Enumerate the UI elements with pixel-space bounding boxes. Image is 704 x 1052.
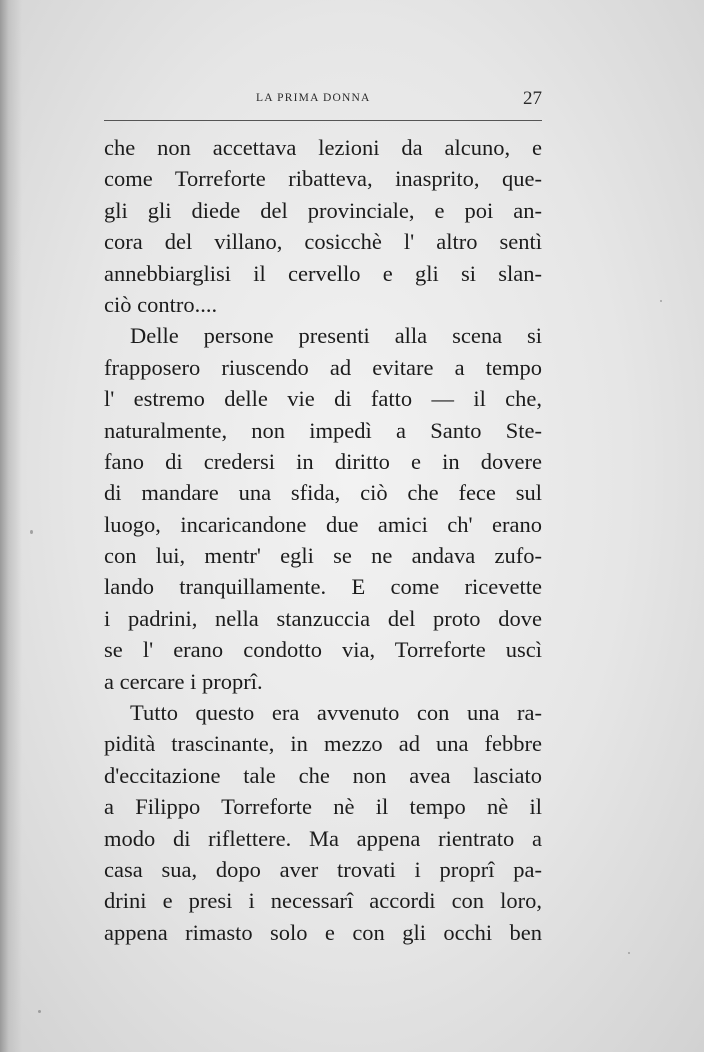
text-line: lando tranquillamente. E come ricevette <box>104 574 542 600</box>
header-rule <box>104 120 542 121</box>
text-line: Delle persone presenti alla scena si <box>130 323 542 349</box>
text-line: d'eccitazione tale che non avea lasciato <box>104 762 542 788</box>
text-line: cora del villano, cosicchè l' altro sentì <box>104 229 542 255</box>
text-line: drini e presi i necessarî accordi con loro, <box>104 888 542 914</box>
text-line: con lui, mentr' egli se ne andava zufo- <box>104 543 542 569</box>
text-line: ciò contro.... <box>104 291 218 317</box>
text-line: pidità trascinante, in mezzo ad una febbre <box>104 731 542 757</box>
body-text <box>104 132 542 948</box>
text-line: naturalmente, non impedì a Santo Ste- <box>104 417 542 443</box>
text-line: gli gli diede del provinciale, e poi an- <box>104 197 542 223</box>
text-line: a cercare i proprî. <box>104 668 263 694</box>
text-line: come Torreforte ribatteva, inasprito, que- <box>104 166 542 192</box>
page-number: 27 <box>523 88 542 109</box>
paper-speck <box>38 1010 41 1013</box>
text-line: a Filippo Torreforte nè il tempo nè il <box>104 794 542 820</box>
text-line: frapposero riuscendo ad evitare a tempo <box>104 354 542 380</box>
text-line: appena rimasto solo e con gli occhi ben <box>104 919 542 945</box>
text-line: che non accettava lezioni da alcuno, e <box>104 135 542 160</box>
text-line: fano di credersi in diritto e in dovere <box>104 448 542 474</box>
text-line: l' estremo delle vie di fatto — il che, <box>104 386 542 412</box>
page-header <box>104 88 542 112</box>
text-line: annebbiarglisi il cervello e gli si slan- <box>104 260 542 286</box>
text-line: luogo, incaricandone due amici ch' erano <box>104 511 542 537</box>
text-line: Tutto questo era avvenuto con una ra- <box>130 700 542 726</box>
paper-speck <box>30 530 33 534</box>
paper-speck <box>628 952 630 954</box>
text-line: casa sua, dopo aver trovati i proprî pa- <box>104 856 542 882</box>
text-line: se l' erano condotto via, Torreforte uscì <box>104 637 542 663</box>
running-title: LA PRIMA DONNA <box>256 92 371 104</box>
binding-shadow <box>0 0 22 1052</box>
paper-speck <box>660 300 662 302</box>
text-line: di mandare una sfida, ciò che fece sul <box>104 480 542 506</box>
text-line: i padrini, nella stanzuccia del proto dove <box>104 605 542 631</box>
text-line: modo di riflettere. Ma appena rientrato a <box>104 825 542 851</box>
